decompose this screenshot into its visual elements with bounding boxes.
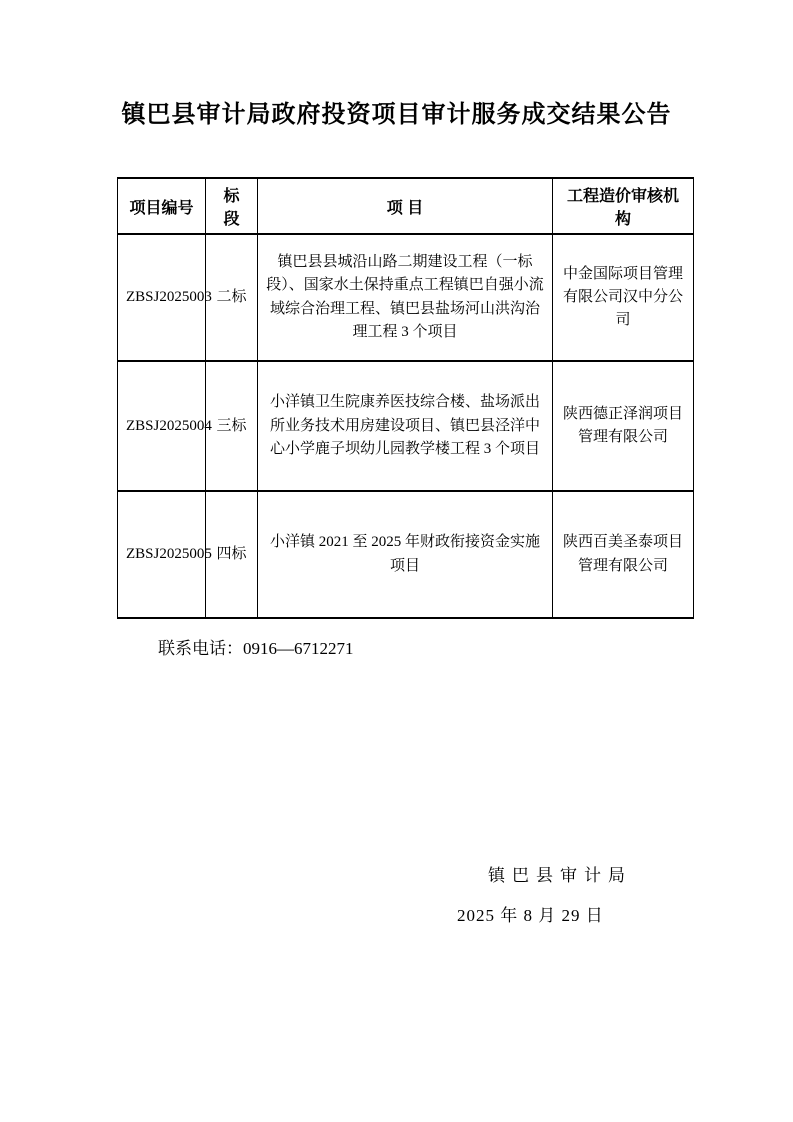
contact-phone: 联系电话：0916—6712271 xyxy=(158,639,354,659)
table-row xyxy=(118,234,694,361)
cell-project-id: ZBSJ2025003 xyxy=(118,234,206,361)
cell-project: 小洋镇卫生院康养医技综合楼、盐场派出所业务技术用房建设项目、镇巴县泾洋中心小学鹿子坝幼儿园教学楼工程 3 个项目 xyxy=(258,361,553,491)
table-row xyxy=(118,361,694,491)
cell-agency: 陕西百美圣泰项目管理有限公司 xyxy=(553,491,694,618)
cell-section: 二标 xyxy=(206,234,258,361)
cell-project-id: ZBSJ2025004 xyxy=(118,361,206,491)
cell-section: 三标 xyxy=(206,361,258,491)
table-header-row xyxy=(118,178,694,234)
issue-date: 2025 年 8 月 29 日 xyxy=(457,906,604,925)
header-project-id: 项目编号 xyxy=(118,178,206,234)
cell-project: 小洋镇 2021 至 2025 年财政衔接资金实施项目 xyxy=(258,491,553,618)
header-project: 项 目 xyxy=(258,178,553,234)
cell-section: 四标 xyxy=(206,491,258,618)
cell-project: 镇巴县县城沿山路二期建设工程（一标段）、国家水土保持重点工程镇巴自强小流域综合治理工程、镇巴县盐场河山洪沟治理工程 3 个项目 xyxy=(258,234,553,361)
table-row xyxy=(118,491,694,618)
announcement-table xyxy=(117,177,694,619)
page-title: 镇巴县审计局政府投资项目审计服务成交结果公告 xyxy=(121,101,672,128)
cell-agency: 中金国际项目管理有限公司汉中分公司 xyxy=(553,234,694,361)
header-agency: 工程造价审核机构 xyxy=(553,178,694,234)
header-section: 标 段 xyxy=(206,178,258,234)
cell-project-id: ZBSJ2025005 xyxy=(118,491,206,618)
issuer-signature: 镇巴县审计局 xyxy=(488,866,632,885)
cell-agency: 陕西德正泽润项目管理有限公司 xyxy=(553,361,694,491)
